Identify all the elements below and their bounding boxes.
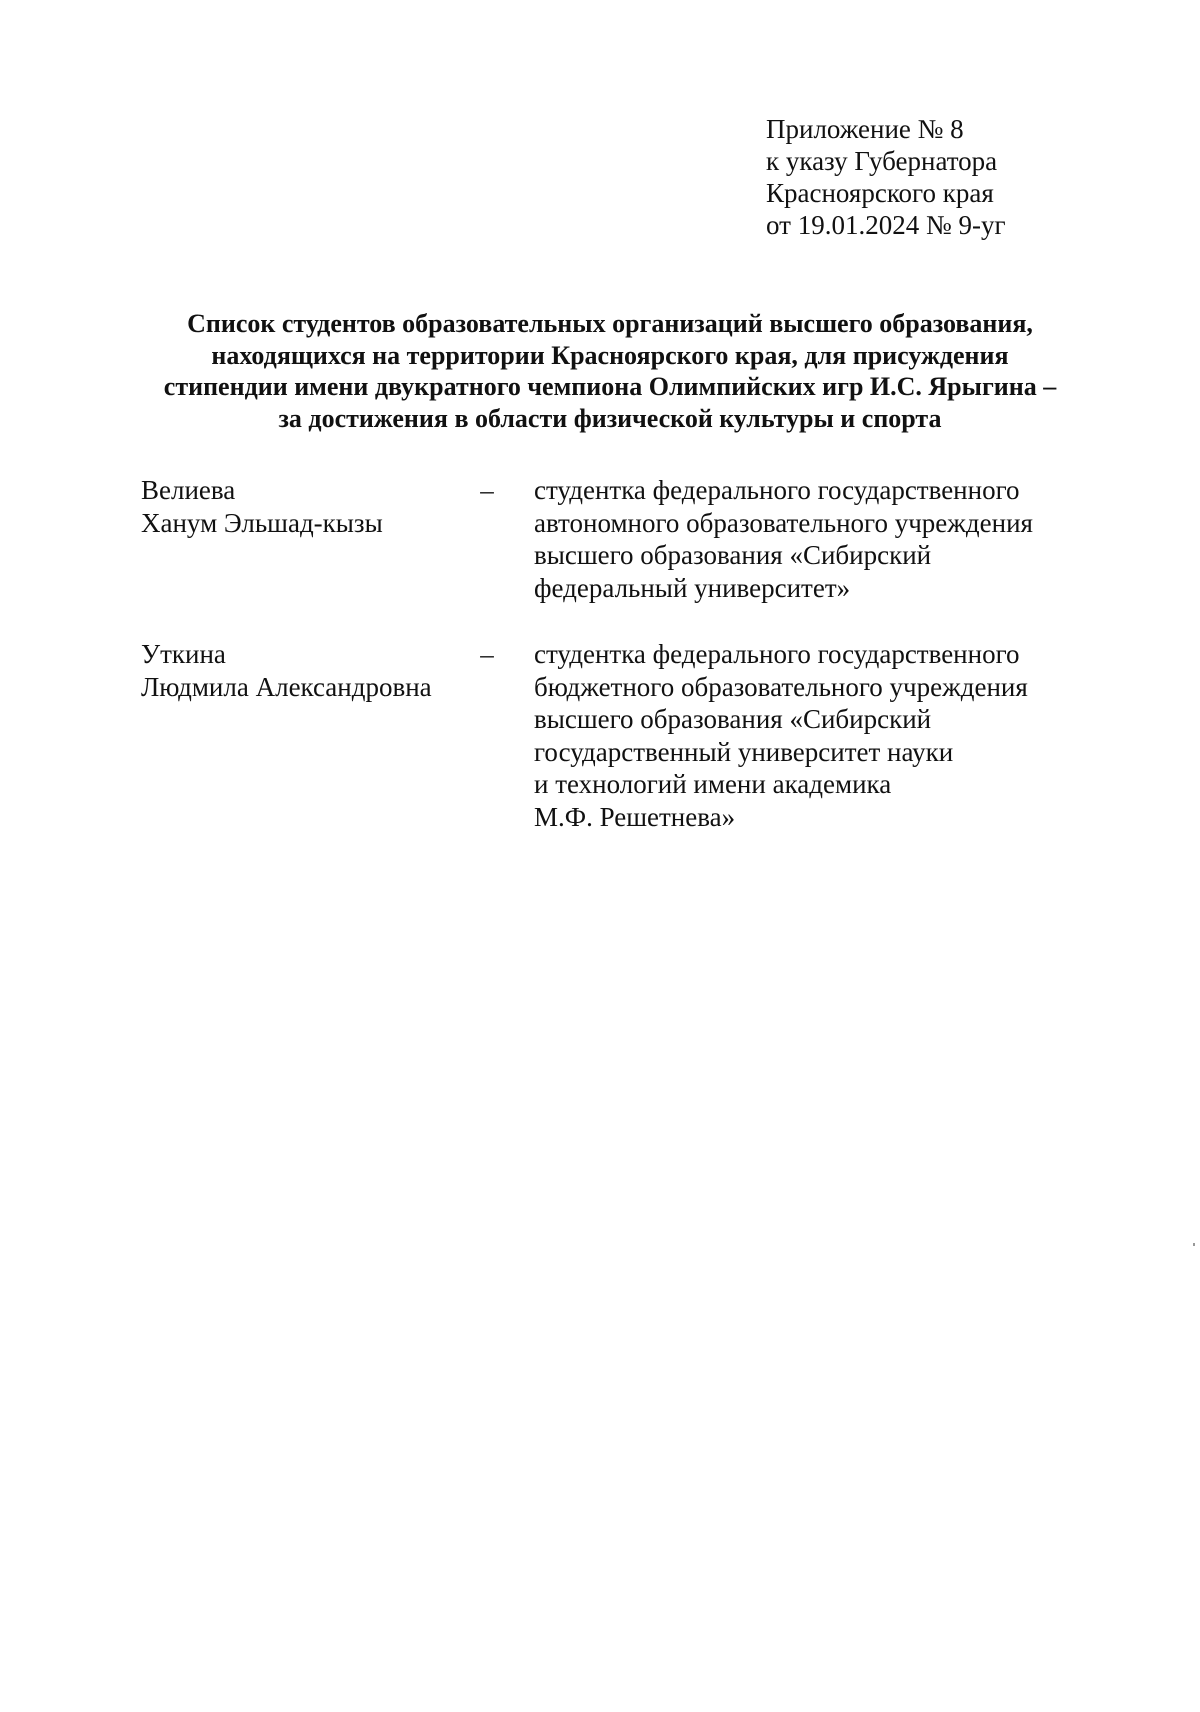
annex-line: к указу Губернатора	[766, 146, 998, 176]
title-line: находящихся на территории Красноярского края, для присуждения	[211, 340, 1009, 370]
description-line: высшего образования «Сибирский	[534, 540, 932, 570]
entry-dash: –	[480, 639, 494, 669]
student-given-names: Ханум Эльшад-кызы	[141, 507, 383, 538]
entry-dash: –	[480, 475, 494, 505]
description-line: студентка федерального государственного	[534, 475, 1020, 505]
annex-header	[766, 113, 1006, 241]
student-name	[141, 638, 471, 703]
description-line: и технологий имени академика	[534, 769, 892, 799]
student-surname: Уткина	[141, 639, 226, 669]
student-name	[141, 474, 471, 539]
description-line: автономного образовательного учреждения	[534, 507, 1033, 538]
student-description	[534, 474, 1094, 604]
description-line: государственный университет науки	[534, 736, 954, 767]
title-line: стипендии имени двукратного чемпиона Олимпийских игр И.С. Ярыгина –	[163, 372, 1057, 401]
description-line: бюджетного образовательного учреждения	[534, 671, 1028, 702]
student-surname: Велиева	[141, 475, 236, 505]
description-line: высшего образования «Сибирский	[534, 704, 932, 734]
scan-speck	[1193, 1243, 1195, 1246]
description-line: федеральный университет»	[534, 572, 851, 603]
annex-line: Приложение № 8	[766, 114, 964, 144]
annex-line: от 19.01.2024 № 9-уг	[766, 210, 1006, 240]
description-line: М.Ф. Решетнева»	[534, 801, 736, 832]
student-description	[534, 638, 1094, 833]
title-line: Список студентов образовательных организаций высшего образования,	[187, 309, 1033, 338]
description-line: студентка федерального государственного	[534, 639, 1020, 669]
title-line: за достижения в области физической культуры и спорта	[278, 403, 942, 433]
student-given-names: Людмила Александровна	[141, 671, 432, 702]
annex-line: Красноярского края	[766, 178, 994, 208]
document-title	[120, 308, 1100, 434]
